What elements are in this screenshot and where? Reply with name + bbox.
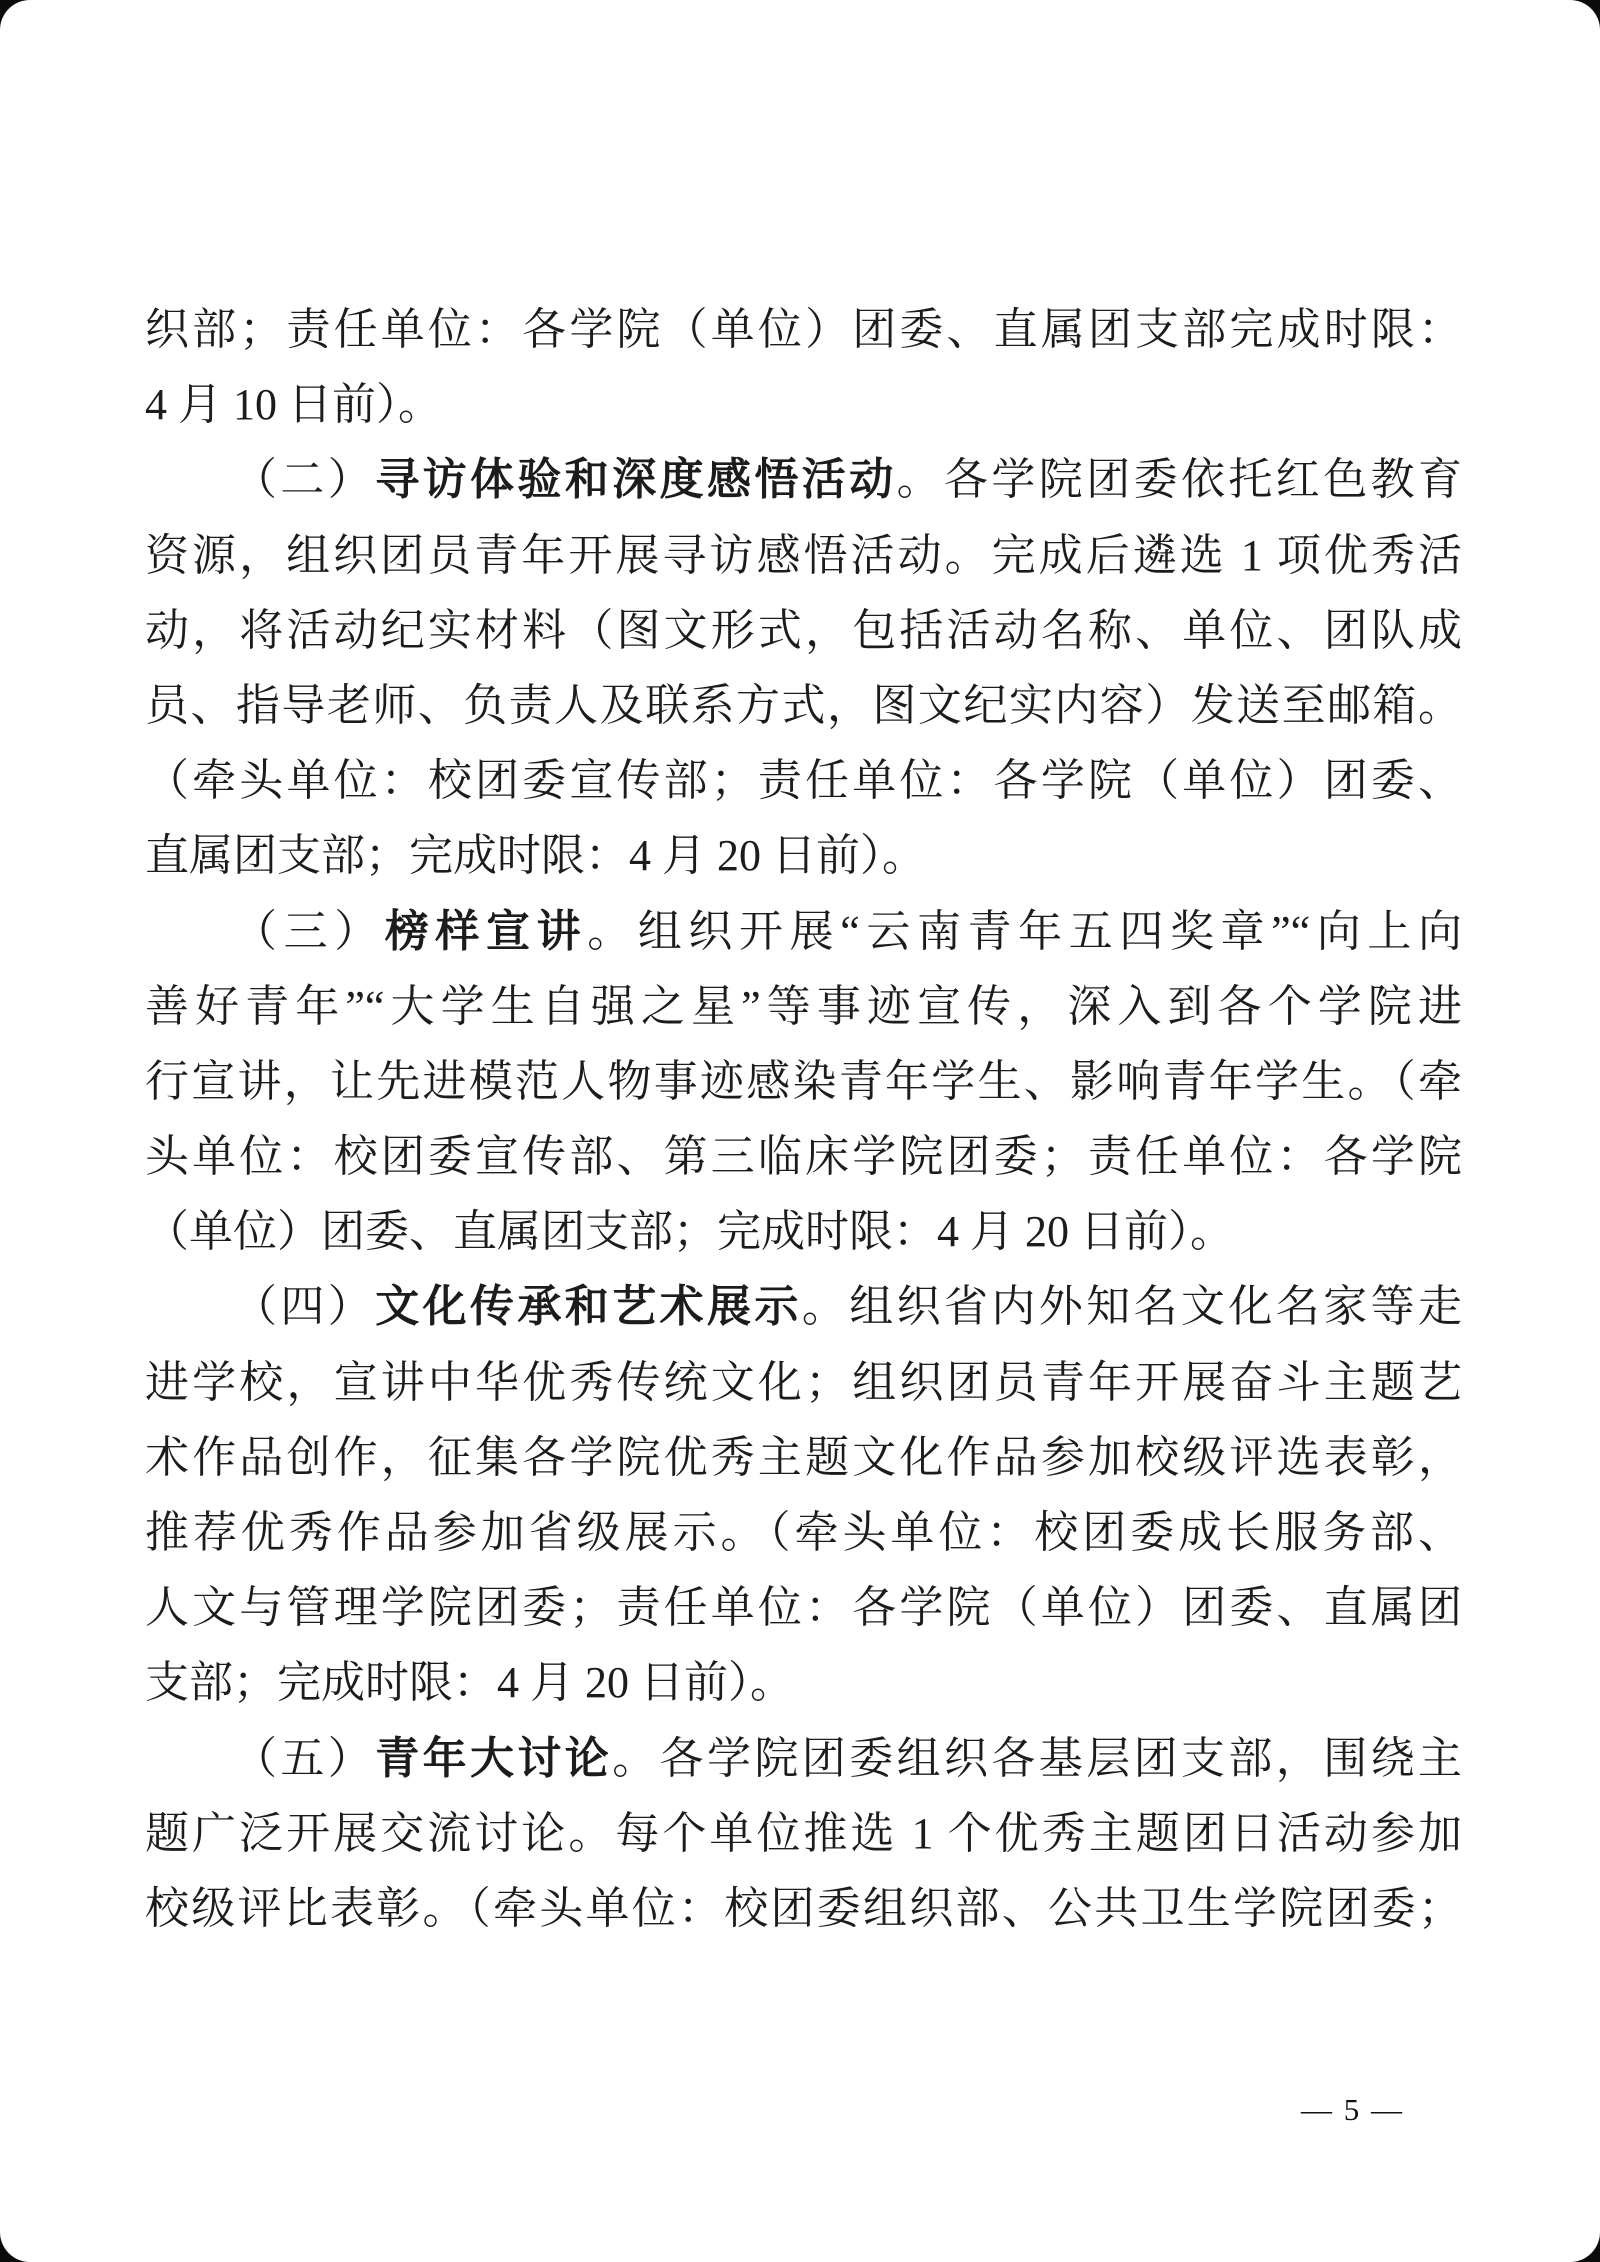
- text-line: [145, 292, 1462, 367]
- text-line: [145, 743, 1462, 818]
- body-text: 头单位：校团委宣传部、第三临床学院团委；责任单位：各学院: [145, 1132, 1462, 1182]
- text-line: [145, 593, 1462, 668]
- text-line: [145, 1119, 1462, 1194]
- body-text: 支部；完成时限：4 月 20 日前）。: [145, 1658, 794, 1708]
- text-line: [145, 818, 1462, 893]
- text-line: [145, 442, 1462, 517]
- text-line: [145, 1871, 1462, 1946]
- body-text: 进学校，宣讲中华优秀传统文化；组织团员青年开展奋斗主题艺: [145, 1357, 1462, 1407]
- body-text: 织部；责任单位：各学院（单位）团委、直属团支部完成时限：: [145, 305, 1462, 354]
- body-text: （单位）团委、直属团支部；完成时限：4 月 20 日前）。: [145, 1207, 1234, 1257]
- text-line: [145, 1570, 1462, 1645]
- body-text: 资源，组织团员青年开展寻访感悟活动。完成后遴选 1 项优秀活: [145, 530, 1462, 580]
- body-text: （二）: [233, 455, 376, 505]
- text-line: [145, 1044, 1462, 1119]
- text-line: [145, 1269, 1462, 1344]
- body-text: （五）: [233, 1733, 376, 1783]
- body-text: 校级评比表彰。（牵头单位：校团委组织部、公共卫生学院团委；: [145, 1883, 1462, 1933]
- body-text: （四）: [233, 1282, 376, 1332]
- text-line: [145, 1796, 1462, 1871]
- body-text: 员、指导老师、负责人及联系方式，图文纪实内容）发送至邮箱。: [145, 680, 1462, 730]
- body-text: 直属团支部；完成时限：4 月 20 日前）。: [145, 831, 926, 881]
- body-text: 善好青年”“大学生自强之星”等事迹宣传，深入到各个学院进: [145, 981, 1462, 1031]
- text-line: [145, 1194, 1462, 1269]
- text-line: [145, 1721, 1462, 1796]
- page-number: — 5 —: [1301, 2092, 1404, 2127]
- text-line: [145, 894, 1462, 969]
- text-line: [145, 1420, 1462, 1495]
- body-text: 。各学院团委依托红色教育: [896, 455, 1463, 505]
- text-line: [145, 969, 1462, 1044]
- text-line: [145, 1645, 1462, 1720]
- document-body: [145, 292, 1462, 1946]
- body-text: 。各学院团委组织各基层团支部，围绕主: [612, 1733, 1463, 1783]
- text-line: [145, 668, 1462, 743]
- body-text: 4 月 10 日前）。: [145, 380, 442, 430]
- body-text: 题广泛开展交流讨论。每个单位推选 1 个优秀主题团日活动参加: [145, 1808, 1462, 1858]
- text-line: [145, 367, 1462, 442]
- text-line: [145, 1345, 1462, 1420]
- section-heading: 榜样宣讲: [384, 906, 588, 956]
- body-text: 动，将活动纪实材料（图文形式，包括活动名称、单位、团队成: [145, 605, 1462, 655]
- body-text: 。组织开展“云南青年五四奖章”“向上向: [587, 906, 1463, 956]
- section-heading: 文化传承和艺术展示: [375, 1282, 802, 1332]
- section-heading: 青年大讨论: [375, 1733, 613, 1783]
- text-line: [145, 518, 1462, 593]
- body-text: 推荐优秀作品参加省级展示。（牵头单位：校团委成长服务部、: [145, 1508, 1462, 1557]
- body-text: （三）: [233, 906, 385, 956]
- body-text: 行宣讲，让先进模范人物事迹感染青年学生、影响青年学生。（牵: [145, 1056, 1462, 1106]
- body-text: 。组织省内外知名文化名家等走: [801, 1282, 1463, 1332]
- text-line: [145, 1495, 1462, 1570]
- body-text: 人文与管理学院团委；责任单位：各学院（单位）团委、直属团: [145, 1583, 1462, 1633]
- section-heading: 寻访体验和深度感悟活动: [375, 455, 897, 505]
- body-text: 术作品创作，征集各学院优秀主题文化作品参加校级评选表彰，: [145, 1432, 1462, 1482]
- body-text: （牵头单位：校团委宣传部；责任单位：各学院（单位）团委、: [145, 756, 1462, 806]
